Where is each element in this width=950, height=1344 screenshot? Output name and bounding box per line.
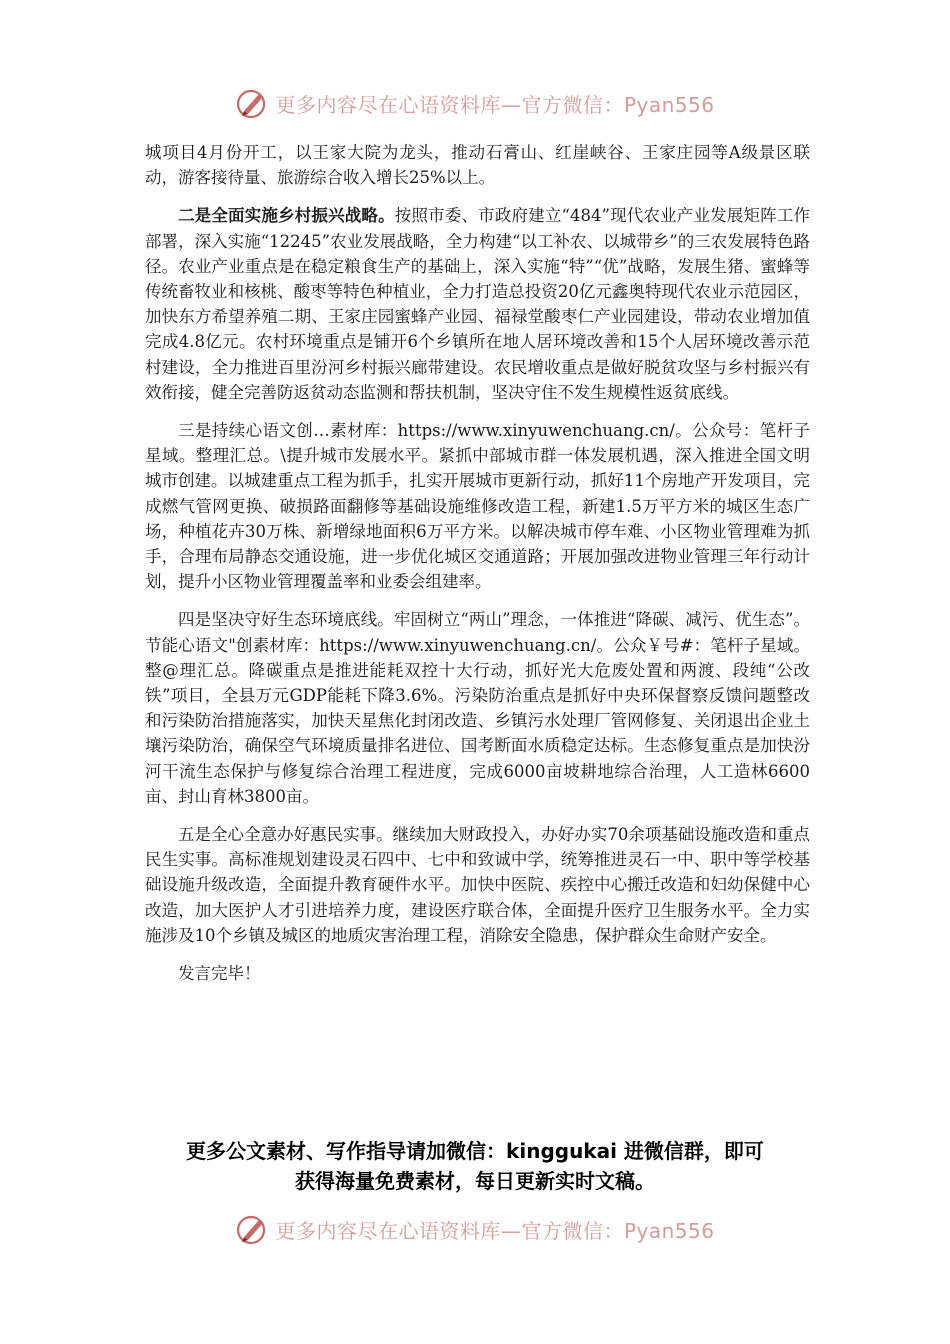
watermark-text: 更多内容尽在心语资料库—官方微信：Pyan556 bbox=[275, 92, 715, 117]
watermark-header bbox=[0, 86, 950, 120]
paragraph-0: 城项目4月份开工，以王家大院为龙头，推动石膏山、红崖峡谷、王家庄园等A级景区联动，游客接待量、旅游综合收入增长25%以上。 bbox=[145, 143, 810, 188]
watermark-footer bbox=[0, 1212, 950, 1246]
paragraph-closing: 发言完毕！ bbox=[178, 964, 261, 984]
document-body bbox=[145, 140, 810, 999]
promo-line-2: 获得海量免费素材，每日更新实时文稿。 bbox=[295, 1169, 655, 1193]
paragraph-urban-development: 三是持续心语文创…素材库：https://www.xinyuwenchuang.cn/。公众号：笔杆子星域。整理汇总。\提升城市发展水平。紧抓中部城市群一体发展机遇，深入推进全国文明城市创建。以城建重点工程为抓手，扎实开展城市更新行动，抓好11个房地产开发项目，完成燃气管网更换、破损路面翻修等基础设施维修改造工程，新建1.5万平方米的城区生态广场，种植花卉30万株、新增绿地面积6万平方米。以解决城市停车难、小区物业管理难为抓手，合理布局静态交通设施，进一步优化城区交通道路；开展加强改进物业管理三年行动计划，提升小区物业管理覆盖率和业委会组建率。 bbox=[145, 421, 810, 592]
promo-line-1: 更多公文素材、写作指导请加微信：kinggukai 进微信群，即可 bbox=[186, 1139, 764, 1163]
paragraph-lead: 二是全面实施乡村振兴战略。 bbox=[178, 206, 395, 226]
pen-logo-icon bbox=[235, 86, 269, 120]
pen-logo-icon bbox=[235, 1212, 269, 1246]
paragraph-rural-revitalization bbox=[145, 203, 810, 405]
paragraph-text: 按照市委、市政府建立“484”现代农业产业发展矩阵工作部署，深入实施“12245”农业发展战略，全力构建“以工补农、以城带乡”的三农发展特色路径。农业产业重点是在稳定粮食生产的基础上，深入实施“特”“优”战略，发展生猪、蜜蜂等传统畜牧业和核桃、酸枣等特色种植业，全力打造总投资20亿元鑫奥特现代农业示范园区，加快东方希望养殖二期、王家庄园蜜蜂产业园、福禄堂酸枣仁产业园建设，带动农业增加值完成4.8亿元。农村环境重点是铺开6个乡镇所在地人居环境改善和15个人居环境改善示范村建设，全力推进百里汾河乡村振兴廊带建设。农民增收重点是做好脱贫攻坚与乡村振兴有效衔接，健全完善防返贫动态监测和帮扶机制，坚决守住不发生规模性返贫底线。 bbox=[145, 206, 810, 402]
watermark-text: 更多内容尽在心语资料库—官方微信：Pyan556 bbox=[275, 1218, 715, 1243]
promo-banner bbox=[120, 1136, 830, 1196]
paragraph-ecology: 四是坚决守好生态环境底线。牢固树立“两山”理念，一体推进“降碳、减污、优生态”。节能心语文"创素材库：https://www.xinyuwenchuang.cn/。公众￥号#：笔杆子星域。整@理汇总。降碳重点是推进能耗双控十大行动，抓好光大危废处置和两渡、段纯“公改铁”项目，全县万元GDP能耗下降3.6%。污染防治重点是抓好中央环保督察反馈问题整改和污染防治措施落实，加快天星焦化封闭改造、乡镇污水处理厂管网修复、关闭退出企业土壤污染防治，确保空气环境质量排名进位、国考断面水质稳定达标。生态修复重点是加快汾河干流生态保护与修复综合治理工程进度，完成6000亩坡耕地综合治理，人工造林6600亩、封山育林3800亩。 bbox=[145, 610, 810, 806]
paragraph-livelihood: 五是全心全意办好惠民实事。继续加大财政投入，办好办实70余项基础设施改造和重点民生实事。高标准规划建设灵石四中、七中和致诚中学，统筹推进灵石一中、职中等学校基础设施升级改造，全面提升教育硬件水平。加快中医院、疾控中心搬迁改造和妇幼保健中心改造，加大医护人才引进培养力度，建设医疗联合体，全面提升医疗卫生服务水平。全力实施涉及10个乡镇及城区的地质灾害治理工程，消除安全隐患，保护群众生命财产安全。 bbox=[145, 825, 810, 945]
